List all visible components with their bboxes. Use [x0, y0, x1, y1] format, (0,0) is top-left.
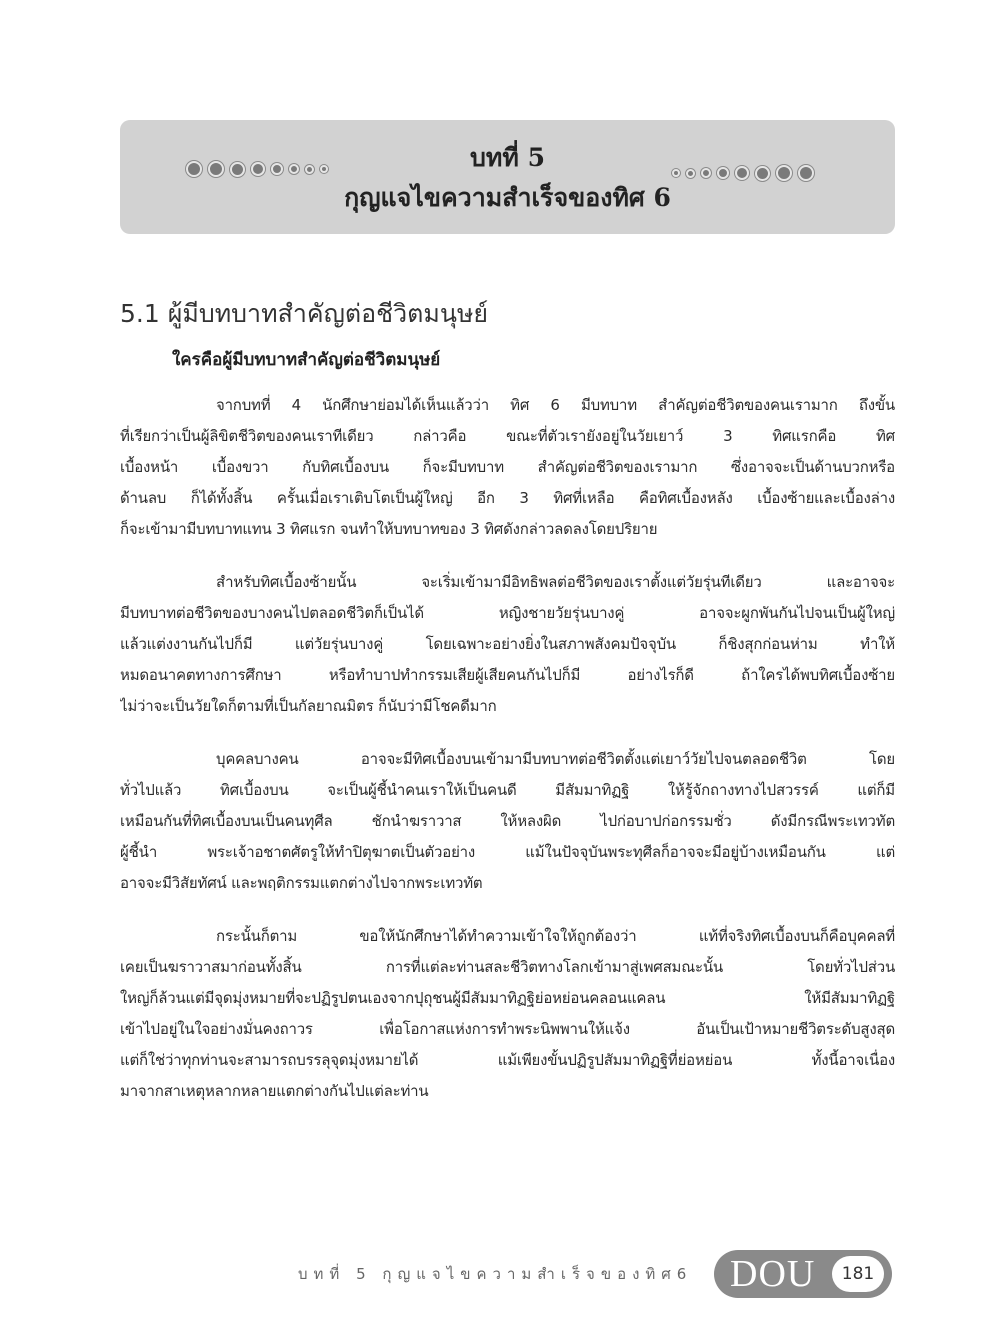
text-line: เบื้องหน้า เบื้องขวา กับทิศเบื้องบน ก็จะมีบทบาท สำคัญต่อชีวิตของเรามาก ซึ่งอาจจะเป็นด้านบวกหรือ: [120, 458, 895, 476]
chapter-name: กุญแจไขความสำเร็จของทิศ 6: [344, 183, 671, 212]
section-heading: 5.1 ผู้มีบทบาทสำคัญต่อชีวิตมนุษย์: [120, 299, 489, 328]
text-line: บุคคลบางคน อาจจะมีทิศเบื้องบนเข้ามามีบทบาทต่อชีวิตตั้งแต่เยาว์วัยไปจนตลอดชีวิต โดย: [216, 750, 895, 768]
page-badge: [714, 1250, 892, 1298]
text-line: ใหญ่ก็ล้วนแต่มีจุดมุ่งหมายที่จะปฏิรูปตนเองจากปุถุชนผู้มีสัมมาทิฏฐิย่อหย่อนคลอนแคลน ให้มีสัมมาทิฏฐิ: [120, 989, 895, 1007]
dot-icon: [230, 162, 245, 177]
running-footer-title: บทที่ 5 กุญแจไขความสำเร็จของทิศ6: [298, 1265, 693, 1283]
text-line: มีบทบาทต่อชีวิตของบางคนไปตลอดชีวิตก็เป็นได้ หญิงชายวัยรุ่นบางคู่ อาจจะผูกพันกันไปจนเป็นผู้ใหญ่: [120, 604, 895, 622]
text-line: จากบทที่ 4 นักศึกษาย่อมได้เห็นแล้วว่า ทิศ 6 มีบทบาท สำคัญต่อชีวิตของคนเรามาก ถึงขั้น: [216, 396, 895, 414]
paragraph: [120, 567, 895, 722]
dot-icon: [701, 168, 711, 178]
text-line: เข้าไปอยู่ในใจอย่างมั่นคงถาวร เพื่อโอกาสแห่งการทำพระนิพพานให้แจ้ง อันเป็นเป้าหมายชีวิตระดับสูงสุด: [120, 1020, 895, 1038]
dot-icon: [686, 169, 695, 178]
text-line: ด้านลบ ก็ได้ทั้งสิ้น ครั้นเมื่อเราเติบโตเป็นผู้ใหญ่ อีก 3 ทิศที่เหลือ คือทิศเบื้องหลัง เบื้องซ้ายและเบื้องล่าง: [120, 489, 895, 507]
dot-icon: [735, 166, 749, 180]
dot-icon: [251, 162, 265, 176]
text-line: ทั่วไปแล้ว ทิศเบื้องบน จะเป็นผู้ชี้นำคนเราให้เป็นคนดี มีสัมมาทิฏฐิ ให้รู้จักถางทางไปสวรรค์ แต่ก็มี: [120, 781, 895, 799]
decorative-dots-right: [672, 165, 820, 181]
chapter-number: บทที่ 5: [470, 143, 545, 172]
dot-icon: [755, 166, 770, 181]
dou-logo: DOU: [730, 1253, 816, 1295]
text-line: เคยเป็นฆราวาสมาก่อนทั้งสิ้น การที่แต่ละท่านสละชีวิตทางโลกเข้ามาสู่เพศสมณะนั้น โดยทั่วไปส่วน: [120, 958, 895, 976]
sub-heading: ใครคือผู้มีบทบาทสำคัญต่อชีวิตมนุษย์: [172, 350, 441, 370]
paragraph: [120, 390, 895, 545]
dot-icon: [798, 165, 814, 181]
decorative-dots-left: [186, 161, 334, 177]
text-line: เหมือนกันที่ทิศเบื้องบนเป็นคนทุศีล ชักนำฆราวาส ให้หลงผิด ไปก่อบาปก่อกรรมชั่ว ดังมีกรณีพระเทวทัต: [120, 812, 895, 830]
dot-icon: [320, 165, 328, 173]
text-line: สำหรับทิศเบื้องซ้ายนั้น จะเริ่มเข้ามามีอิทธิพลต่อชีวิตของเราตั้งแต่วัยรุ่นทีเดียว และอาจจะ: [216, 573, 895, 591]
text-line: อาจจะมีวิสัยทัศน์ และพฤติกรรมแตกต่างไปจากพระเทวทัต: [120, 874, 483, 892]
text-line: หมดอนาคตทางการศึกษา หรือทำบาปทำกรรมเสียผู้เสียคนกันไปก็มี อย่างไรก็ดี ถ้าใครได้พบทิศเบื้องซ้าย: [120, 666, 895, 684]
text-line: แล้วแต่งงานกันไปก็มี แต่วัยรุ่นบางคู่ โดยเฉพาะอย่างยิ่งในสภาพสังคมปัจจุบัน ก็ชิงสุกก่อนห่าม ทำให้: [120, 635, 895, 653]
dot-icon: [717, 167, 729, 179]
body-text: [120, 390, 895, 1129]
text-line: กระนั้นก็ตาม ขอให้นักศึกษาได้ทำความเข้าใจให้ถูกต้องว่า แท้ที่จริงทิศเบื้องบนก็คือบุคคลที่: [216, 927, 895, 945]
dot-icon: [305, 165, 314, 174]
text-line: ไม่ว่าจะเป็นวัยใดก็ตามที่เป็นกัลยาณมิตร ก็นับว่ามีโชคดีมาก: [120, 697, 497, 715]
page-number: 181: [832, 1256, 884, 1292]
text-line: ผู้ชี้นำ พระเจ้าอชาตศัตรูให้ทำปิตุฆาตเป็นตัวอย่าง แม้ในปัจจุบันพระทุศีลก็อาจจะมีอยู่บ้างเหมือนกัน แต่: [120, 843, 895, 861]
dot-icon: [289, 164, 299, 174]
text-line: มาจากสาเหตุหลากหลายแตกต่างกันไปแต่ละท่าน: [120, 1082, 429, 1100]
text-line: แต่ก็ใช่ว่าทุกท่านจะสามารถบรรลุจุดมุ่งหมายได้ แม้เพียงขั้นปฏิรูปสัมมาทิฏฐิที่ย่อหย่อน ทั้งนี้อาจเนื่อง: [120, 1051, 895, 1069]
dot-icon: [208, 161, 224, 177]
text-line: ที่เรียกว่าเป็นผู้ลิขิตชีวิตของคนเราทีเดียว กล่าวคือ ขณะที่ตัวเรายังอยู่ในวัยเยาว์ 3 ทิศแรกคือ ทิศ: [120, 427, 895, 445]
dot-icon: [672, 169, 680, 177]
paragraph: [120, 744, 895, 899]
dot-icon: [186, 161, 202, 177]
text-line: ก็จะเข้ามามีบทบาทแทน 3 ทิศแรก จนทำให้บทบาทของ 3 ทิศดังกล่าวลดลงโดยปริยาย: [120, 520, 658, 538]
paragraph: [120, 921, 895, 1107]
dot-icon: [271, 163, 283, 175]
dot-icon: [776, 165, 792, 181]
